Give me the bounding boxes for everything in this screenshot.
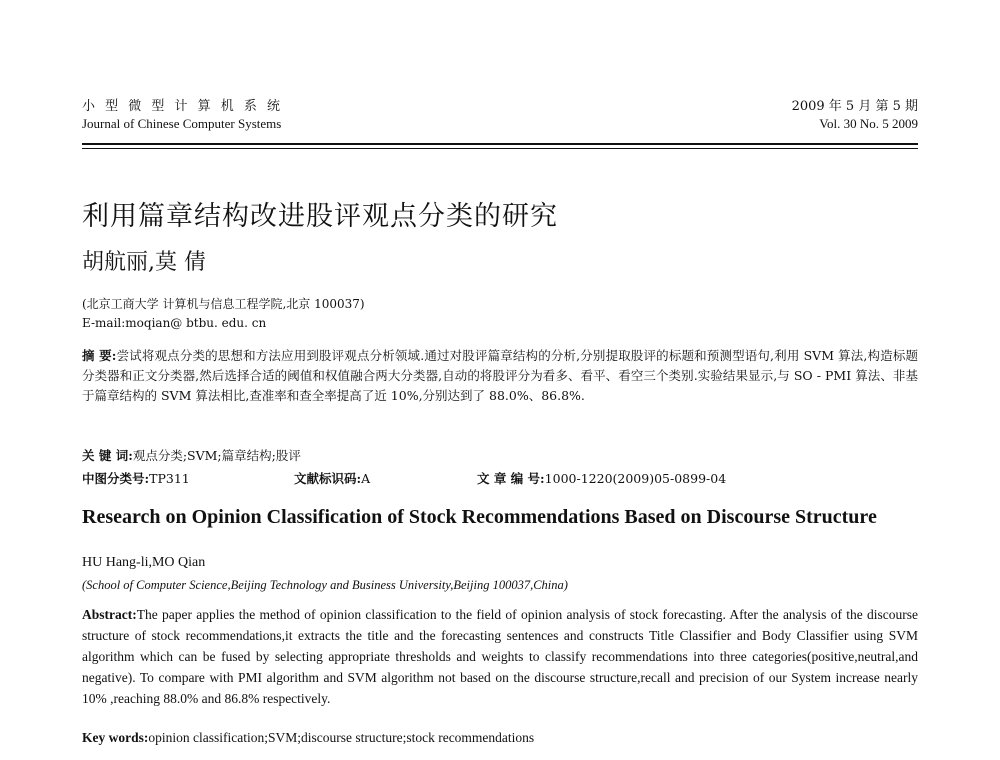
header-rule-thin bbox=[82, 148, 918, 149]
abstract-cn-label: 摘 要: bbox=[82, 348, 117, 363]
clc-label: 中图分类号: bbox=[82, 471, 150, 486]
issue-date-cn: 2009 年 5 月 第 5 期 bbox=[791, 99, 918, 114]
keywords-cn bbox=[82, 446, 918, 466]
keywords-en bbox=[82, 728, 918, 748]
abstract-cn-text: 尝试将观点分类的思想和方法应用到股评观点分析领域.通过对股评篇章结构的分析,分别提取股评的标题和预测型语句,利用 SVM 算法,构造标题分类器和正文分类器,然后选择合适的阈值和权值融合两大分类器,自动的将股评分为看多、看平、看空三个类别.实验结果显示,与 SO - PMI 算法、非基于篇章结构的 SVM 算法相比,查准率和查全率提高了近 10%,分别达到了 88.0%、86.8%. bbox=[82, 348, 918, 403]
abstract-en-text: The paper applies the method of opinion classification to the field of opinion analysis of stock forecasting. After the analysis of the discourse structure of stock recommendations,it extracts the title and the forecasting sentences and constructs Title Classifier and Body Classifier using SVM algorithm which can be fused by selecting appropriate thresholds and weights to classify recommendations into three categories(positive,neutral,and negative). To compare with PMI algorithm and SVM algorithm not based on the discourse structure,recall and precision of our System increase nearly 10% ,reaching 88.0% and 86.8% respectively. bbox=[82, 607, 918, 706]
abstract-cn bbox=[82, 346, 918, 406]
doc-code-label: 文献标识码: bbox=[294, 471, 362, 486]
abstract-en-label: Abstract: bbox=[82, 607, 137, 622]
keywords-cn-label: 关 键 词: bbox=[82, 448, 133, 463]
doc-code-value: A bbox=[361, 471, 371, 486]
journal-name-en: Journal of Chinese Computer Systems bbox=[82, 116, 282, 131]
header-rule bbox=[82, 143, 918, 145]
paper-title-en: Research on Opinion Classification of Stock Recommendations Based on Discourse Structure bbox=[82, 506, 877, 528]
paper-title-cn: 利用篇章结构改进股评观点分类的研究 bbox=[82, 201, 558, 232]
article-no-value: 1000-1220(2009)05-0899-04 bbox=[544, 471, 727, 486]
affiliation-cn: (北京工商大学 计算机与信息工程学院,北京 100037) bbox=[82, 297, 365, 311]
email: E-mail:moqian@ btbu. edu. cn bbox=[82, 316, 267, 330]
authors-en: HU Hang-li,MO Qian bbox=[82, 555, 206, 570]
clc-value: TP311 bbox=[149, 471, 190, 486]
keywords-en-text: opinion classification;SVM;discourse structure;stock recommendations bbox=[148, 730, 535, 745]
authors-cn: 胡航丽,莫 倩 bbox=[82, 250, 206, 275]
abstract-en bbox=[82, 604, 918, 709]
keywords-cn-text: 观点分类;SVM;篇章结构;股评 bbox=[132, 448, 301, 463]
volume-en: Vol. 30 No. 5 2009 bbox=[819, 116, 918, 131]
article-no-label: 文 章 编 号: bbox=[477, 471, 545, 486]
classification-line bbox=[82, 469, 918, 489]
keywords-en-label: Key words: bbox=[82, 730, 149, 745]
journal-name-cn: 小 型 微 型 计 算 机 系 统 bbox=[82, 99, 284, 114]
affiliation-en: (School of Computer Science,Beijing Technology and Business University,Beijing 100037,China) bbox=[82, 578, 568, 592]
